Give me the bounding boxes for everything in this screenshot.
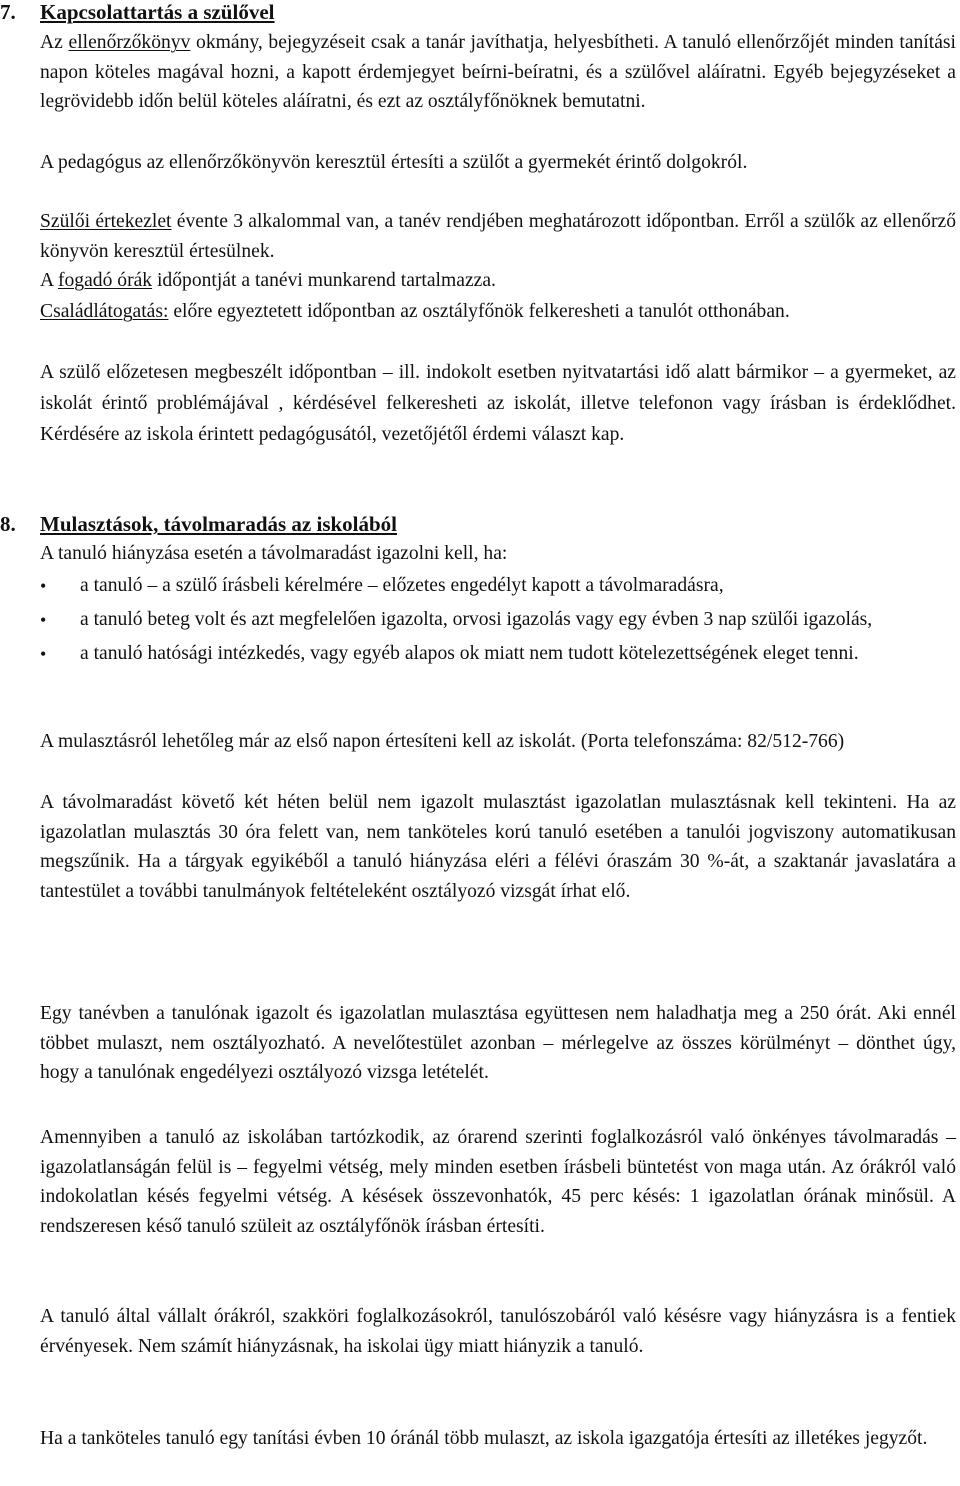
section-8-intro: A tanuló hiányzása esetén a távolmaradást igazolni kell, ha: — [40, 543, 508, 564]
list-item: • a tanuló hatósági intézkedés, vagy egyéb alapos ok miatt nem tudott kötelezettségének eleget tenni. — [40, 639, 956, 669]
section-7-paragraph-3: Szülői értekezlet évente 3 alkalommal van, a tanév rendjében meghatározott időpontban. Erről a szülők az ellenőrző könyvön keresztül értesülnek. — [40, 211, 956, 262]
section-7-heading — [0, 0, 274, 24]
section-8-paragraph-2: A távolmaradást követő két héten belül nem igazolt mulasztást igazolatlan mulasztásnak kell tekinteni. Ha az igazolatlan mulasztás 30 óra felett van, nem tanköteles korú tanuló esetében a tanulói jogviszony automatikusan megszűnik. Ha a tárgyak egyikéből a tanuló hiányzása eléri a félévi óraszám 30 %-át, a szaktanár javaslatára a tantestület a további tanulmányok feltételeként osztályozó vizsgát írhat elő. — [40, 792, 956, 902]
section-8-number: 8. — [0, 512, 16, 536]
section-8-paragraph-5: A tanuló által vállalt órákról, szakköri foglalkozásokról, tanulószobáról való késésre vagy hiányzásra is a fentiek érvényesek. Nem számít hiányzásnak, ha iskolai ügy miatt hiányzik a tanuló. — [40, 1306, 956, 1357]
section-7-paragraph-2: A pedagógus az ellenőrzőkönyvön keresztül értesíti a szülőt a gyermekét érintő dolgokról. — [40, 152, 748, 173]
list-item: • a tanuló – a szülő írásbeli kérelmére – előzetes engedélyt kapott a távolmaradásra, — [40, 571, 956, 601]
bullet-icon: • — [40, 610, 47, 630]
fogado-orak-term: fogadó órák — [57, 270, 153, 291]
section-7-title: Kapcsolattartás a szülővel — [40, 0, 275, 24]
section-8-heading — [0, 512, 397, 536]
absence-conditions-list — [40, 571, 956, 669]
section-7-number: 7. — [0, 0, 16, 24]
szuloi-ertekezlet-term: Szülői értekezlet — [40, 211, 172, 232]
section-8-paragraph-1: A mulasztásról lehetőleg már az első napon értesíteni kell az iskolát. (Porta telefonszáma: 82/512-766) — [40, 731, 845, 752]
section-8-paragraph-6: Ha a tanköteles tanuló egy tanítási évben 10 óránál több mulaszt, az iskola igazgatója értesíti az illetékes jegyzőt. — [40, 1428, 928, 1449]
section-8-title: Mulasztások, távolmaradás az iskolából — [40, 512, 398, 536]
csaladlatogatas-term: Családlátogatás: — [40, 301, 169, 322]
bullet-icon: • — [40, 644, 47, 664]
section-7-paragraph-4: A fogadó órák időpontját a tanévi munkarend tartalmazza. — [40, 270, 496, 291]
section-7-paragraph-6: A szülő előzetesen megbeszélt időpontban – ill. indokolt esetben nyitvatartási idő alatt bármikor – a gyermeket, az iskolát érintő problémájával , kérdésével felkeresheti az iskolát, illetve telefonon vagy írásban is érdeklődhet. Kérdésére az iskola érintett pedagógusától, vezetőjétől érdemi választ kap. — [40, 362, 956, 445]
section-8-paragraph-3: Egy tanévben a tanulónak igazolt és igazolatlan mulasztása együttesen nem haladhatja meg a 250 órát. Aki ennél többet mulaszt, nem osztályozható. A nevelőtestület azonban – mérlegelve az összes körülményt – dönthet úgy, hogy a tanulónak engedélyezi osztályozó vizsga letételét. — [40, 1003, 956, 1084]
bullet-icon: • — [40, 576, 47, 596]
section-8-paragraph-4: Amennyiben a tanuló az iskolában tartózkodik, az órarend szerinti foglalkozásról való önkényes távolmaradás – igazolatlanságán felül is – fegyelmi vétség, mely minden esetben írásbeli büntetést von maga után. Az órákról való indokolatlan késés fegyelmi vétség. A késések összevonhatók, 45 perc késés: 1 igazolatlan órának minősül. A rendszeresen késő tanuló szüleit az osztályfőnök írásban értesíti. — [40, 1127, 956, 1237]
list-item: • a tanuló beteg volt és azt megfelelően igazolta, orvosi igazolás vagy egy évben 3 nap szülői igazolás, — [40, 605, 956, 635]
section-7-paragraph-5: Családlátogatás: előre egyeztetett időpontban az osztályfőnök felkeresheti a tanulót otthonában. — [40, 301, 790, 322]
section-7-paragraph-1: Az ellenőrzőkönyv okmány, bejegyzéseit csak a tanár javíthatja, helyesbítheti. A tanuló ellenőrzőjét minden tanítási napon köteles magával hozni, a kapott érdemjegyet beírni-beíratni, és a szülővel aláíratni. Egyéb bejegyzéseket a legrövidebb időn belül köteles aláíratni, és ezt az osztályfőnöknek bemutatni. — [40, 32, 957, 113]
ellenorzokonyv-term: ellenőrzőkönyv — [68, 32, 191, 53]
